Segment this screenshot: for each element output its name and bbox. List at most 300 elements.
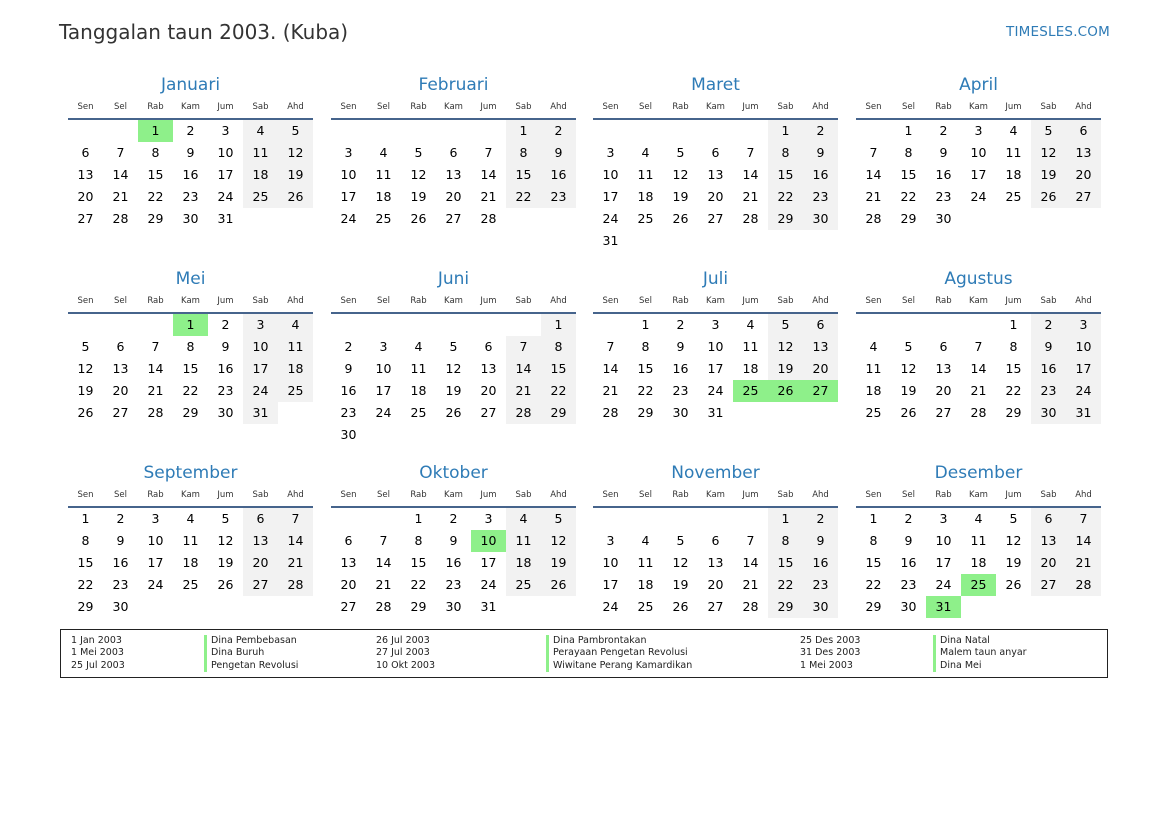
day-cell: 12 [768,336,803,358]
day-cell: 12 [77,361,94,376]
day-cell: 9 [541,142,576,164]
day-cell: 2 [186,123,195,138]
day-cell: 21 [112,189,129,204]
legend-date: 26 Jul 2003 [376,635,430,646]
day-cell: 1 [869,511,878,526]
day-cell: 4 [1009,123,1018,138]
day-cell: 21 [742,577,759,592]
day-cell: 13 [112,361,129,376]
day-cell: 10 [147,533,164,548]
day-cell: 7 [869,145,878,160]
day-cell: 14 [742,167,759,182]
weekday-label: Rab [935,102,952,112]
legend-holiday-name: Dina Pambrontakan [546,635,692,647]
day-cell: 2 [541,120,576,142]
day-cell: 12 [900,361,917,376]
day-cell: 5 [1009,511,1018,526]
day-cell: 20 [340,577,357,592]
day-cell: 18 [637,577,654,592]
day-cell: 21 [602,383,619,398]
weekday-label: Jum [217,296,234,306]
day-cell: 31 [602,233,619,248]
day-cell: 6 [344,533,353,548]
day-cell: 10 [602,555,619,570]
day-cell: 7 [379,533,388,548]
day-cell: 2 [676,317,685,332]
weekday-label: Ahd [1075,490,1092,500]
day-cell: 11 [410,361,427,376]
day-cell: 4 [641,145,650,160]
day-cell: 14 [970,361,987,376]
day-cell: 9 [116,533,125,548]
day-cell: 25 [243,186,278,208]
day-cell: 31 [243,402,278,424]
day-cell: 10 [375,361,392,376]
weekday-header [68,102,313,116]
legend-holiday-name: Dina Mei [933,660,1027,672]
day-cell: 19 [768,358,803,380]
day-cell: 2 [904,511,913,526]
day-cell: 18 [506,552,541,574]
day-cell: 20 [935,383,952,398]
site-link[interactable]: TIMESLES.COM [1006,24,1110,40]
weekday-label: Sel [377,102,390,112]
day-cell: 25 [375,211,392,226]
day-cell: 14 [480,167,497,182]
day-cell: 8 [641,339,650,354]
day-cell: 16 [900,555,917,570]
day-cell: 13 [340,555,357,570]
day-cell: 10 [707,339,724,354]
header-divider [331,312,576,314]
day-cell: 18 [410,383,427,398]
day-cell: 16 [541,164,576,186]
day-cell: 17 [935,555,952,570]
weekday-label: Jum [480,102,497,112]
weekday-label: Jum [217,490,234,500]
day-cell: 7 [746,145,755,160]
weekday-label: Sel [114,490,127,500]
weekday-label: Rab [147,102,164,112]
day-cell: 30 [935,211,952,226]
day-cell: 7 [278,508,313,530]
weekday-label: Sel [902,490,915,500]
weekday-label: Sen [865,102,882,112]
weekday-label: Sab [1040,102,1057,112]
day-cell: 18 [742,361,759,376]
day-cell: 17 [970,167,987,182]
day-cell: 17 [147,555,164,570]
day-cell: 4 [379,145,388,160]
weekday-label: Rab [935,490,952,500]
day-cell: 11 [506,530,541,552]
day-cell: 23 [900,577,917,592]
day-cell: 9 [1031,336,1066,358]
weekday-label: Ahd [287,296,304,306]
legend-names-column [933,635,1027,672]
month-calendar [856,463,1101,653]
month-calendar [331,463,576,653]
weekday-label: Ahd [1075,102,1092,112]
day-cell: 5 [541,508,576,530]
day-cell: 26 [445,405,462,420]
day-cell: 28 [970,405,987,420]
day-cell: 1 [768,508,803,530]
weekday-label: Jum [480,490,497,500]
day-cell: 17 [375,383,392,398]
day-cell: 24 [243,380,278,402]
day-cell: 21 [375,577,392,592]
day-cell: 17 [602,577,619,592]
day-cell: 30 [445,599,462,614]
day-cell: 18 [375,189,392,204]
weekday-label: Sab [252,296,269,306]
legend-date: 1 Mei 2003 [71,647,124,659]
day-cell: 30 [672,405,689,420]
weekday-label: Jum [480,296,497,306]
weekday-label: Jum [742,102,759,112]
legend-dates-column [71,635,125,672]
day-cell: 23 [1031,380,1066,402]
day-cell: 14 [1066,530,1101,552]
day-cell: 1 [641,317,650,332]
day-cell: 12 [278,142,313,164]
day-cell: 28 [742,211,759,226]
day-cell: 27 [77,211,94,226]
day-cell: 27 [445,211,462,226]
weekday-label: Kam [181,490,200,500]
day-cell: 15 [147,167,164,182]
day-cell: 20 [707,577,724,592]
day-cell: 19 [541,552,576,574]
day-cell: 17 [217,167,234,182]
day-cell: 29 [182,405,199,420]
day-cell: 11 [865,361,882,376]
weekday-label: Sen [77,296,94,306]
day-cell: 11 [182,533,199,548]
month-name: September [143,463,238,483]
day-cell: 27 [480,405,497,420]
page-title: Tanggalan taun 2003. (Kuba) [59,20,349,44]
weekday-label: Kam [706,102,725,112]
day-cell: 11 [278,336,313,358]
day-cell: 18 [243,164,278,186]
day-cell: 20 [803,358,838,380]
day-cell: 31 [1066,402,1101,424]
day-cell: 4 [186,511,195,526]
weekday-label: Rab [147,296,164,306]
day-cell: 28 [602,405,619,420]
day-cell: 6 [711,145,720,160]
weekday-label: Sab [252,490,269,500]
day-cell: 26 [541,574,576,596]
month-name: Mei [175,269,206,289]
day-cell: 13 [803,336,838,358]
month-calendar [593,463,838,653]
day-cell: 16 [445,555,462,570]
weekday-label: Sen [602,490,619,500]
day-cell: 28 [375,599,392,614]
day-cell: 29 [865,599,882,614]
weekday-label: Sen [602,296,619,306]
legend-holiday-name: Pengetan Revolusi [204,660,298,672]
day-cell: 15 [768,552,803,574]
day-cell: 16 [182,167,199,182]
weekday-label: Ahd [812,490,829,500]
day-cell: 23 [112,577,129,592]
day-cell: 2 [116,511,125,526]
day-cell: 7 [1066,508,1101,530]
day-cell: 14 [506,358,541,380]
day-cell: 26 [672,599,689,614]
day-cell: 16 [803,164,838,186]
day-cell: 14 [112,167,129,182]
day-cell: 14 [602,361,619,376]
weekday-header [68,490,313,504]
day-cell: 8 [506,142,541,164]
day-cell: 17 [707,361,724,376]
day-cell: 31 [217,211,234,226]
day-cell: 25 [1005,189,1022,204]
day-cell: 7 [484,145,493,160]
weekday-label: Ahd [550,102,567,112]
day-cell: 25 [182,577,199,592]
day-cell: 18 [637,189,654,204]
weekday-label: Rab [672,490,689,500]
day-cell: 2 [939,123,948,138]
weekday-label: Sab [777,102,794,112]
day-cell: 30 [900,599,917,614]
day-cell: 25 [278,380,313,402]
day-cell: 23 [182,189,199,204]
day-cell: 29 [541,402,576,424]
day-cell: 15 [768,164,803,186]
day-cell: 13 [707,167,724,182]
day-cell: 2 [803,120,838,142]
month-calendar [856,269,1101,459]
day-cell: 30 [803,596,838,618]
day-cell: 9 [803,530,838,552]
day-cell: 19 [410,189,427,204]
weekday-label: Sen [340,102,357,112]
weekday-label: Sel [639,296,652,306]
day-cell: 26 [278,186,313,208]
legend-holiday-name: Perayaan Pengetan Revolusi [546,647,692,659]
day-cell: 12 [410,167,427,182]
day-cell: 10 [340,167,357,182]
day-cell: 30 [182,211,199,226]
day-cell: 7 [116,145,125,160]
holiday-day-cell: 31 [926,596,961,618]
day-cell: 12 [672,167,689,182]
day-cell: 3 [151,511,160,526]
legend-names-column [546,635,692,672]
holiday-day-cell: 26 [768,380,803,402]
day-cell: 6 [803,314,838,336]
day-cell: 11 [637,167,654,182]
day-cell: 23 [445,577,462,592]
day-cell: 15 [410,555,427,570]
weekday-label: Jum [742,490,759,500]
day-cell: 15 [506,164,541,186]
weekday-label: Kam [181,296,200,306]
holiday-day-cell: 10 [471,530,506,552]
weekday-label: Sel [114,102,127,112]
day-cell: 16 [935,167,952,182]
day-cell: 4 [506,508,541,530]
day-cell: 11 [637,555,654,570]
day-cell: 3 [939,511,948,526]
day-cell: 29 [768,208,803,230]
day-cell: 20 [445,189,462,204]
day-cell: 6 [1031,508,1066,530]
day-cell: 23 [217,383,234,398]
day-cell: 18 [970,555,987,570]
weekday-label: Sab [1040,490,1057,500]
day-cell: 20 [77,189,94,204]
day-cell: 18 [278,358,313,380]
day-cell: 16 [217,361,234,376]
legend-date: 31 Des 2003 [800,647,861,659]
day-cell: 16 [112,555,129,570]
holiday-day-cell: 25 [961,574,996,596]
day-cell: 13 [243,530,278,552]
legend-date: 10 Okt 2003 [376,659,436,671]
weekday-label: Kam [969,296,988,306]
day-cell: 21 [1066,552,1101,574]
day-cell: 15 [900,167,917,182]
day-cell: 16 [1031,358,1066,380]
weekday-label: Sen [77,490,94,500]
day-cell: 28 [742,599,759,614]
weekday-label: Sel [902,296,915,306]
day-cell: 30 [1031,402,1066,424]
day-cell: 26 [1031,186,1066,208]
weekday-label: Sen [340,296,357,306]
day-cell: 25 [865,405,882,420]
day-cell: 27 [707,211,724,226]
day-cell: 5 [81,339,90,354]
day-cell: 6 [81,145,90,160]
month-calendar [331,75,576,265]
month-calendar [68,75,313,265]
day-cell: 24 [707,383,724,398]
day-cell: 9 [449,533,458,548]
day-cell: 4 [869,339,878,354]
day-cell: 13 [707,555,724,570]
weekday-label: Kam [706,490,725,500]
weekday-header [593,490,838,504]
day-cell: 30 [340,427,357,442]
day-cell: 13 [1066,142,1101,164]
day-cell: 26 [900,405,917,420]
day-cell: 19 [672,189,689,204]
day-cell: 14 [865,167,882,182]
day-cell: 30 [112,599,129,614]
day-cell: 8 [768,530,803,552]
day-cell: 19 [445,383,462,398]
weekday-label: Rab [672,296,689,306]
day-cell: 7 [974,339,983,354]
day-cell: 4 [414,339,423,354]
day-cell: 13 [1031,530,1066,552]
day-cell: 13 [77,167,94,182]
day-cell: 19 [1031,164,1066,186]
day-cell: 22 [768,186,803,208]
day-cell: 20 [1066,164,1101,186]
day-cell: 5 [768,314,803,336]
weekday-label: Kam [444,296,463,306]
day-cell: 3 [379,339,388,354]
day-cell: 24 [480,577,497,592]
day-cell: 26 [77,405,94,420]
weekday-label: Sen [77,102,94,112]
day-cell: 11 [970,533,987,548]
day-cell: 12 [1031,142,1066,164]
weekday-label: Jum [1005,102,1022,112]
day-cell: 6 [116,339,125,354]
day-cell: 29 [147,211,164,226]
day-cell: 26 [1005,577,1022,592]
day-cell: 27 [112,405,129,420]
day-cell: 29 [768,596,803,618]
day-cell: 1 [768,120,803,142]
day-cell: 4 [278,314,313,336]
day-cell: 1 [904,123,913,138]
weekday-label: Ahd [287,490,304,500]
month-name: Oktober [419,463,488,483]
day-cell: 9 [803,142,838,164]
day-cell: 8 [81,533,90,548]
day-cell: 14 [375,555,392,570]
day-cell: 10 [1066,336,1101,358]
day-cell: 28 [278,574,313,596]
weekday-label: Jum [742,296,759,306]
day-cell: 31 [480,599,497,614]
day-cell: 21 [480,189,497,204]
day-cell: 1 [81,511,90,526]
weekday-header [331,102,576,116]
day-cell: 21 [147,383,164,398]
weekday-label: Sab [252,102,269,112]
day-cell: 1 [1009,317,1018,332]
weekday-label: Sel [639,102,652,112]
day-cell: 21 [742,189,759,204]
day-cell: 29 [77,599,94,614]
day-cell: 25 [410,405,427,420]
month-calendar [856,75,1101,265]
weekday-label: Jum [1005,296,1022,306]
day-cell: 6 [243,508,278,530]
weekday-header [856,102,1101,116]
day-cell: 6 [449,145,458,160]
day-cell: 10 [243,336,278,358]
day-cell: 5 [414,145,423,160]
day-cell: 16 [340,383,357,398]
day-cell: 20 [1031,552,1066,574]
day-cell: 9 [344,361,353,376]
day-cell: 22 [865,577,882,592]
day-cell: 20 [480,383,497,398]
day-cell: 11 [243,142,278,164]
day-cell: 8 [186,339,195,354]
day-cell: 3 [974,123,983,138]
day-cell: 19 [672,577,689,592]
day-cell: 15 [182,361,199,376]
day-cell: 23 [541,186,576,208]
day-cell: 11 [1005,145,1022,160]
day-cell: 24 [602,599,619,614]
